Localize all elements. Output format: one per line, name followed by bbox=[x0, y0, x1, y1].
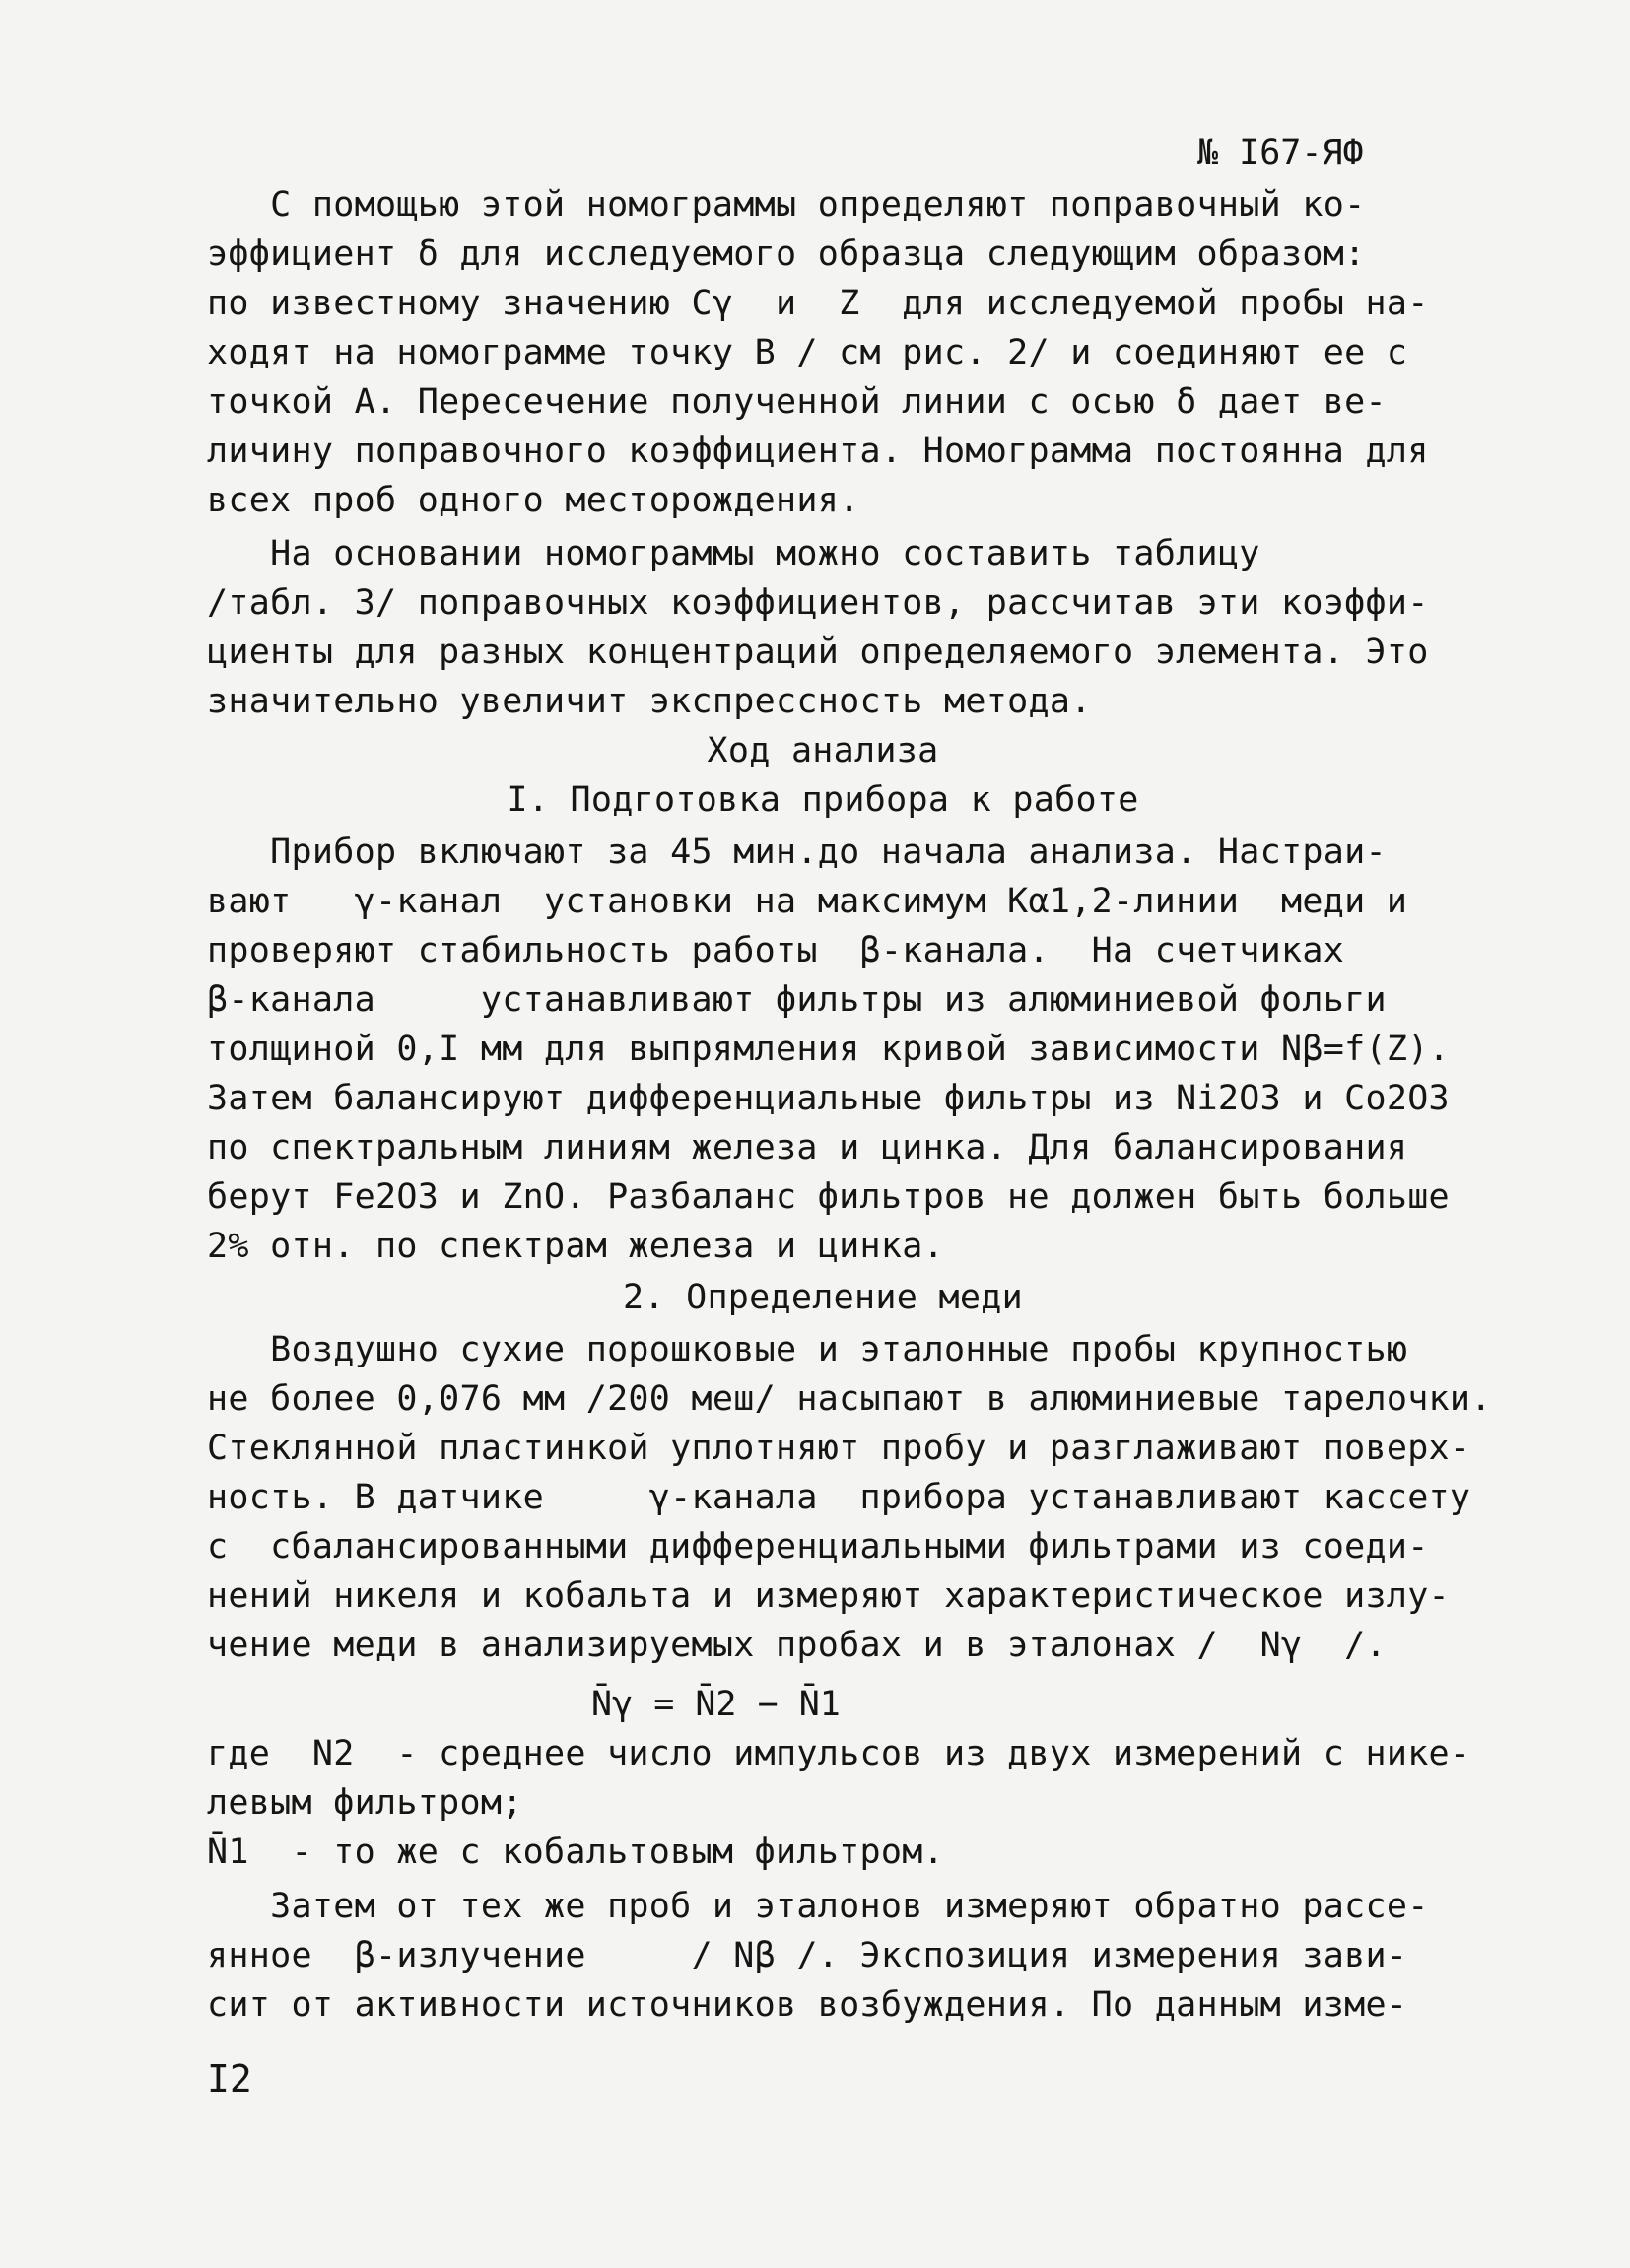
text-line: эффициент δ для исследуемого образца следующим образом: bbox=[207, 234, 1366, 274]
text-line: левым фильтром; bbox=[207, 1783, 523, 1823]
document-number: № I67-ЯФ bbox=[1197, 133, 1364, 172]
text-line: циенты для разных концентраций определяемого элемента. Это bbox=[207, 633, 1429, 672]
page-number: I2 bbox=[207, 2057, 252, 2101]
section-heading: I. Подготовка прибора к работе bbox=[507, 780, 1139, 820]
text-line: сит от активности источников возбуждения. По данным изме- bbox=[207, 1985, 1408, 2025]
section-heading: Ход анализа bbox=[707, 731, 939, 770]
text-line: чение меди в анализируемых пробах и в эталонах / Nγ /. bbox=[207, 1626, 1387, 1665]
text-line: нений никеля и кобальта и измеряют характеристическое излу- bbox=[207, 1576, 1450, 1616]
text-line: 2% отн. по спектрам железа и цинка. bbox=[207, 1227, 945, 1266]
text-line: /табл. 3/ поправочных коэффициентов, рассчитав эти коэффи- bbox=[207, 583, 1429, 623]
text-line: Прибор включают за 45 мин.до начала анализа. Настраи- bbox=[207, 833, 1387, 872]
text-line: по известному значению Cγ и Z для исследуемой пробы на- bbox=[207, 284, 1429, 323]
text-line: ность. В датчике γ-канала прибора устанавливают кассету bbox=[207, 1478, 1471, 1517]
formula: N̄γ = N̄2 − N̄1 bbox=[591, 1685, 841, 1724]
text-line: С помощью этой номограммы определяют поправочный ко- bbox=[207, 185, 1366, 225]
text-line: На основании номограммы можно составить таблицу bbox=[207, 534, 1260, 573]
section-heading: 2. Определение меди bbox=[622, 1278, 1024, 1317]
text-line: не более 0,076 мм /200 меш/ насыпают в алюминиевые тарелочки. bbox=[207, 1379, 1492, 1419]
text-line: точкой А. Пересечение полученной линии с осью δ дает ве- bbox=[207, 382, 1387, 422]
text-line: где N2 - среднее число импульсов из двух измерений с нике- bbox=[207, 1734, 1471, 1773]
text-line: янное β-излучение / Nβ /. Экспозиция измерения зави- bbox=[207, 1936, 1408, 1975]
text-line: значительно увеличит экспрессность метода. bbox=[207, 682, 1092, 721]
text-line: Затем балансируют дифференциальные фильтры из Ni2O3 и Co2O3 bbox=[207, 1079, 1450, 1118]
text-line: Стеклянной пластинкой уплотняют пробу и разглаживают поверх- bbox=[207, 1429, 1471, 1468]
text-line: вают γ-канал установки на максимум Kα1,2-линии меди и bbox=[207, 882, 1408, 921]
text-line: всех проб одного месторождения. bbox=[207, 481, 860, 520]
text-line: по спектральным линиям железа и цинка. Для балансирования bbox=[207, 1128, 1408, 1167]
text-line: толщиной 0,I мм для выпрямления кривой зависимости Nβ=f(Z). bbox=[207, 1030, 1450, 1069]
text-line: β-канала устанавливают фильтры из алюминиевой фольги bbox=[207, 980, 1387, 1020]
text-line: N̄1 - то же с кобальтовым фильтром. bbox=[207, 1833, 945, 1872]
text-line: берут Fe2O3 и ZnO. Разбаланс фильтров не должен быть больше bbox=[207, 1177, 1450, 1217]
text-line: личину поправочного коэффициента. Номограмма постоянна для bbox=[207, 432, 1429, 471]
text-line: Затем от тех же проб и эталонов измеряют обратно рассе- bbox=[207, 1887, 1429, 1926]
text-line: ходят на номограмме точку В / см рис. 2/ и соединяют ее с bbox=[207, 333, 1408, 372]
text-line: с сбалансированными дифференциальными фильтрами из соеди- bbox=[207, 1527, 1429, 1567]
text-line: Воздушно сухие порошковые и эталонные пробы крупностью bbox=[207, 1330, 1408, 1369]
text-line: проверяют стабильность работы β-канала. На счетчиках bbox=[207, 931, 1345, 970]
